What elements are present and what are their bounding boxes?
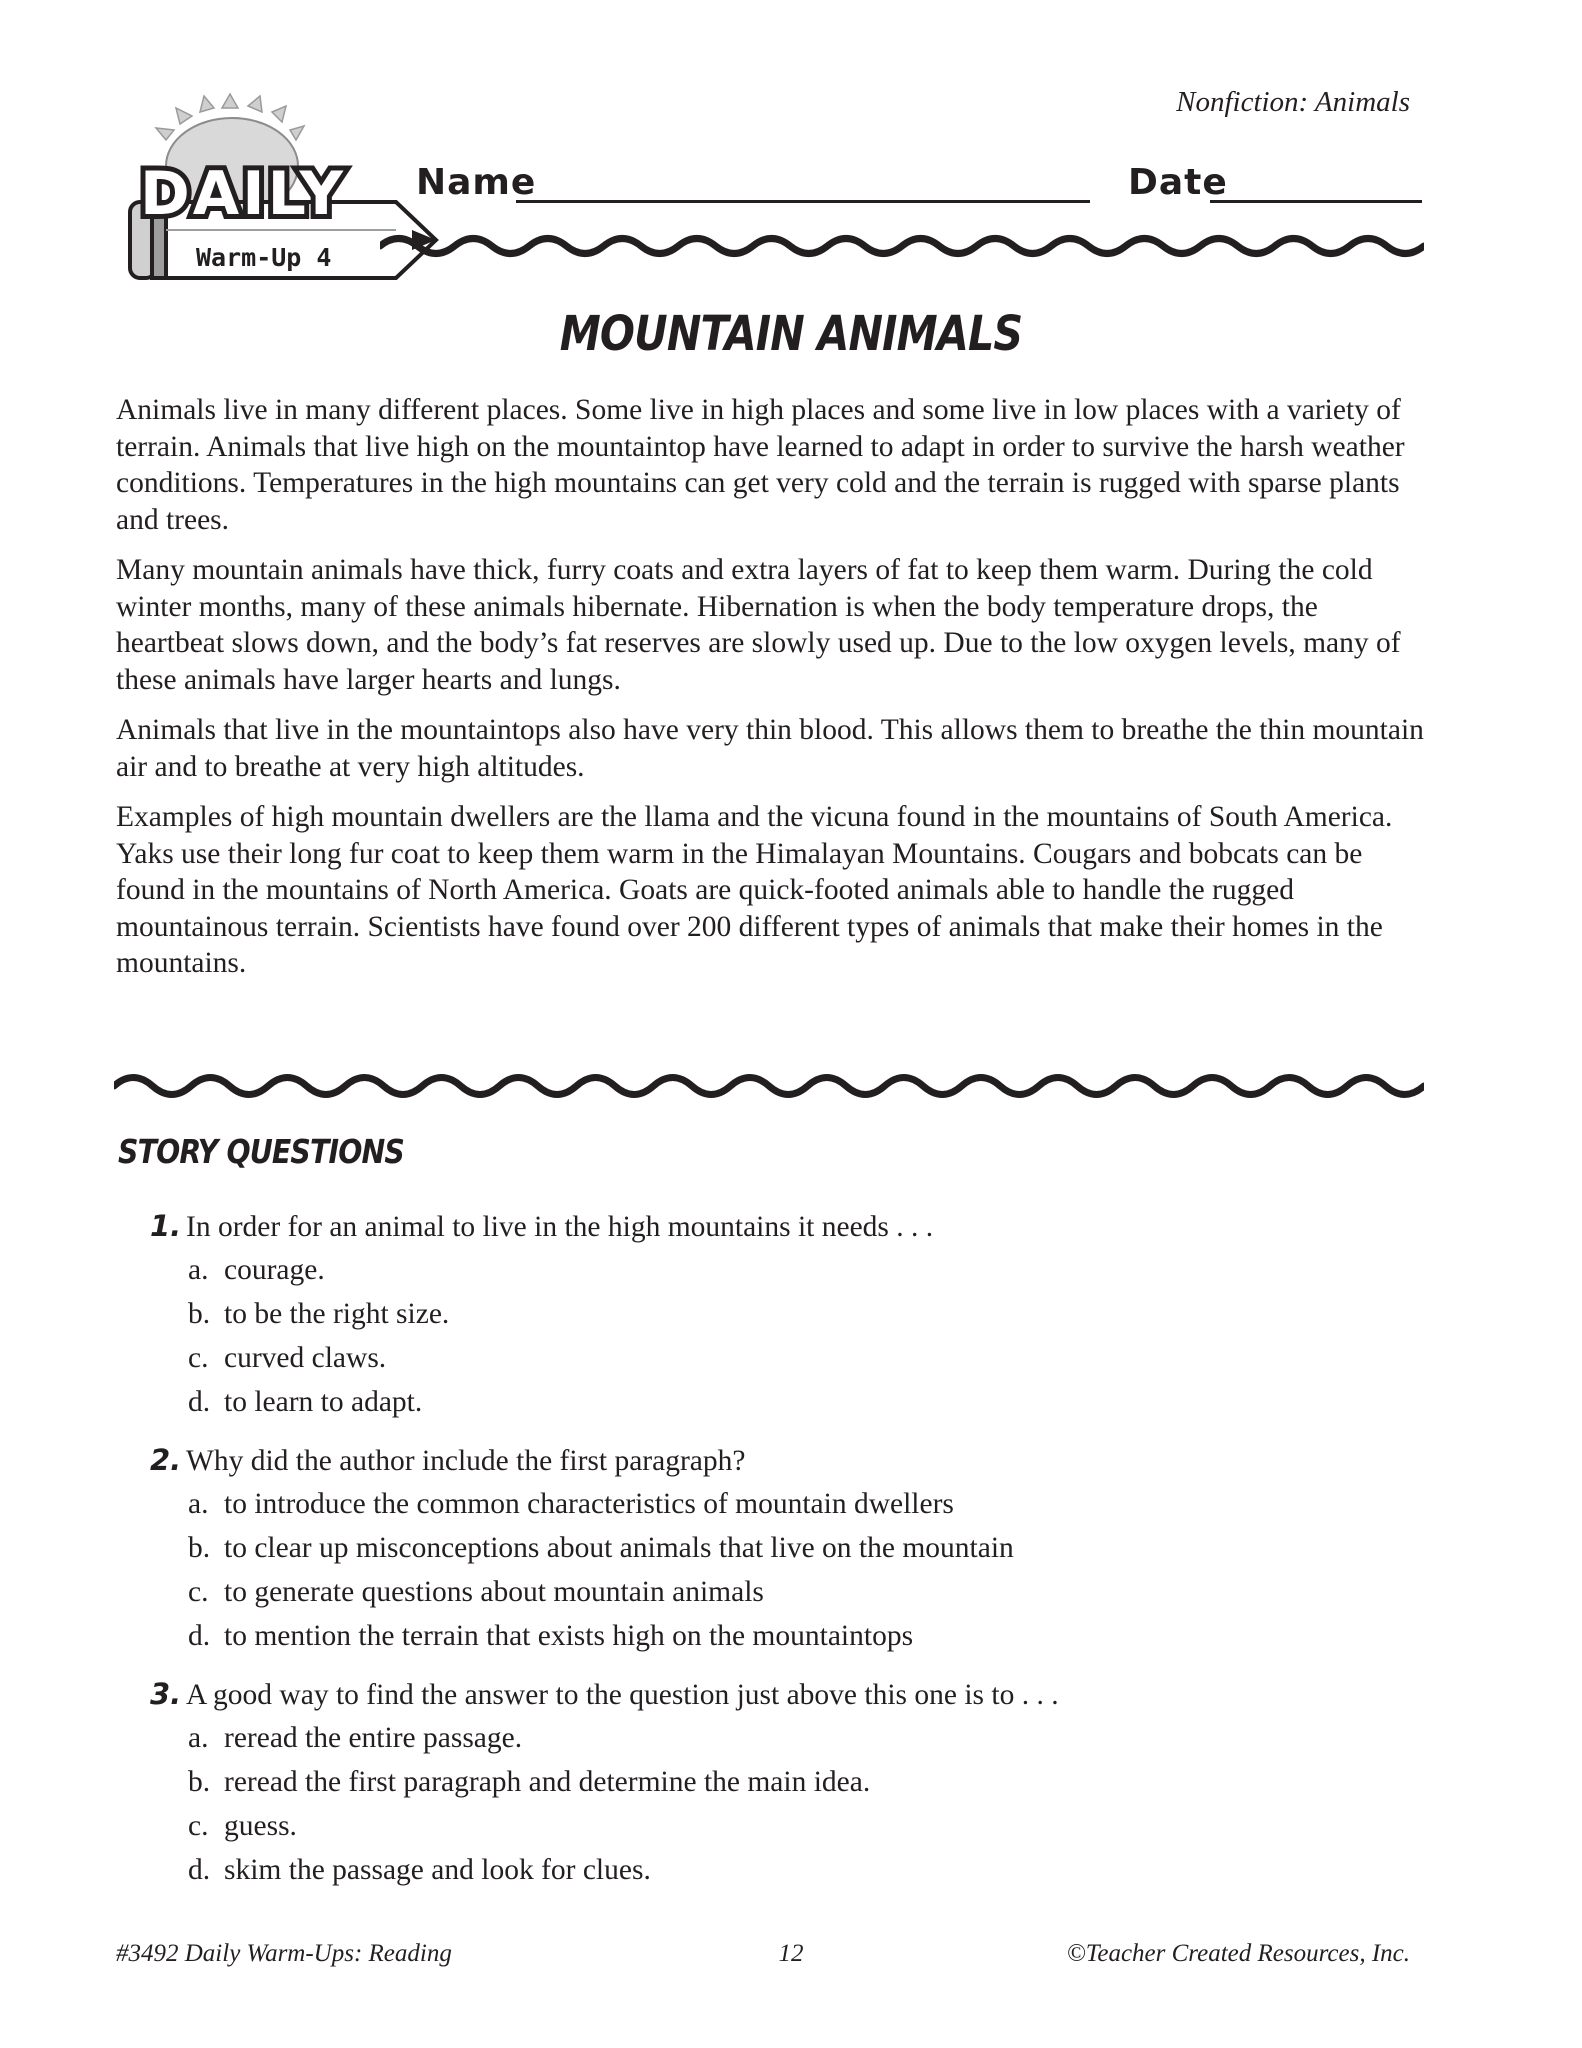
- option-letter: b.: [188, 1766, 211, 1798]
- option-letter: c.: [188, 1576, 209, 1608]
- answer-option[interactable]: [150, 1248, 1410, 1292]
- name-field[interactable]: [516, 200, 1090, 203]
- answer-option[interactable]: [150, 1292, 1410, 1336]
- date-label: Date: [1128, 162, 1228, 203]
- question-text: A good way to find the answer to the question just above this one is to . . .: [186, 1679, 1059, 1711]
- story-questions-heading: STORY QUESTIONS: [118, 1132, 404, 1171]
- option-letter: c.: [188, 1810, 209, 1842]
- question-number: 2.: [150, 1443, 182, 1477]
- option-text: to learn to adapt.: [224, 1386, 423, 1418]
- option-letter: d.: [188, 1854, 211, 1886]
- answer-option[interactable]: [150, 1716, 1410, 1760]
- option-letter: a.: [188, 1254, 209, 1286]
- passage-paragraph: Animals live in many different places. Some live in high places and some live in low places with a variety of terrain. Animals that live high on the mountaintop have learned to adapt in order to survive the harsh weather conditions. Temperatures in the high mountains can get very cold and the terrain is rugged with sparse plants and trees.: [116, 394, 1405, 536]
- answer-option[interactable]: [150, 1380, 1410, 1424]
- option-text: to mention the terrain that exists high on the mountaintops: [224, 1620, 914, 1652]
- answer-option[interactable]: [150, 1526, 1410, 1570]
- question-2: [150, 1438, 1410, 1658]
- option-text: to clear up misconceptions about animals that live on the mountain: [224, 1532, 1014, 1564]
- logo-sub: Warm-Up 4: [196, 243, 332, 272]
- answer-option[interactable]: [150, 1760, 1410, 1804]
- answer-option[interactable]: [150, 1336, 1410, 1380]
- option-text: courage.: [224, 1254, 325, 1286]
- passage-paragraph: Examples of high mountain dwellers are the llama and the vicuna found in the mountains of South America. Yaks use their long fur coat to keep them warm in the Himalayan Mountains. Cougars and bobcats can be found in the mountains of North America. Goats are quick-footed animals able to handle the rugged mountainous terrain. Scientists have found over 200 different types of animals that make their homes in the mountains.: [116, 801, 1393, 979]
- question-3: [150, 1672, 1410, 1892]
- option-text: reread the first paragraph and determine the main idea.: [224, 1766, 871, 1798]
- passage-paragraph: Animals that live in the mountaintops also have very thin blood. This allows them to breathe the thin mountain air and to breathe at very high altitudes.: [116, 714, 1424, 783]
- date-field[interactable]: [1210, 200, 1422, 203]
- page-title: MOUNTAIN ANIMALS: [559, 306, 1023, 362]
- option-text: to introduce the common characteristics of mountain dwellers: [224, 1488, 954, 1520]
- option-letter: b.: [188, 1298, 211, 1330]
- option-text: to be the right size.: [224, 1298, 450, 1330]
- answer-option[interactable]: [150, 1570, 1410, 1614]
- answer-option[interactable]: [150, 1848, 1410, 1892]
- reading-passage: [116, 392, 1428, 996]
- wavy-divider-top: [380, 226, 1424, 266]
- option-text: reread the entire passage.: [224, 1722, 523, 1754]
- question-1: [150, 1204, 1410, 1424]
- option-letter: b.: [188, 1532, 211, 1564]
- footer-page-number: 12: [778, 1940, 804, 1967]
- logo-word: DAILY: [140, 159, 346, 229]
- name-label: Name: [416, 162, 537, 203]
- option-letter: a.: [188, 1488, 209, 1520]
- answer-option[interactable]: [150, 1614, 1410, 1658]
- option-letter: c.: [188, 1342, 209, 1374]
- question-number: 1.: [150, 1209, 182, 1243]
- option-letter: d.: [188, 1386, 211, 1418]
- option-letter: a.: [188, 1722, 209, 1754]
- option-text: to generate questions about mountain animals: [224, 1576, 764, 1608]
- option-text: skim the passage and look for clues.: [224, 1854, 651, 1886]
- questions-list: [150, 1204, 1410, 1906]
- question-text: Why did the author include the first paragraph?: [186, 1445, 746, 1477]
- question-number: 3.: [150, 1677, 182, 1711]
- category-label: Nonfiction: Animals: [1176, 86, 1410, 118]
- option-text: guess.: [224, 1810, 297, 1842]
- footer-book-title: #3492 Daily Warm-Ups: Reading: [116, 1940, 452, 1967]
- question-text: In order for an animal to live in the high mountains it needs . . .: [186, 1211, 934, 1243]
- option-text: curved claws.: [224, 1342, 387, 1374]
- wavy-divider-middle: [114, 1064, 1424, 1108]
- answer-option[interactable]: [150, 1804, 1410, 1848]
- footer-copyright: ©Teacher Created Resources, Inc.: [1066, 1940, 1410, 1967]
- answer-option[interactable]: [150, 1482, 1410, 1526]
- option-letter: d.: [188, 1620, 211, 1652]
- passage-paragraph: Many mountain animals have thick, furry coats and extra layers of fat to keep them warm. During the cold winter months, many of these animals hibernate. Hibernation is when the body temperature drops, the heartbeat slows down, and the body’s fat reserves are slowly used up. Due to the low oxygen levels, many of these animals have larger hearts and lungs.: [116, 554, 1401, 696]
